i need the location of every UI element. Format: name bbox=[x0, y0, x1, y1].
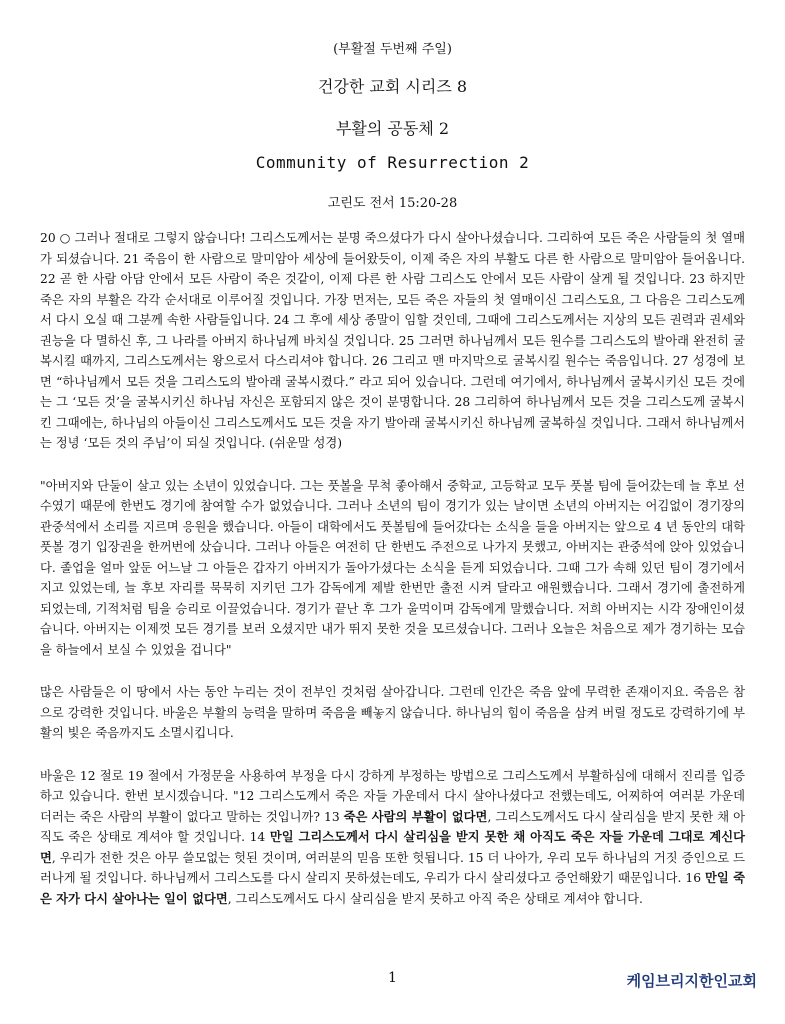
sermon-title: 부활의 공동체 2 bbox=[335, 119, 450, 138]
page-number: 1 bbox=[388, 970, 397, 986]
series-title: 건강한 교회 시리즈 8 bbox=[317, 77, 468, 96]
scripture-reference: 고린도 전서 15:20-28 bbox=[327, 196, 458, 211]
paul-bold-phrase-2: 만일 그리스도께서 다시 살리심을 받지 못한 채 아직도 죽은 자들 가운데 그대로 계신다면 bbox=[40, 829, 745, 865]
paul-text-mid-1: , 그리스도께서도 다시 살리심을 받지 못한 채 아직도 죽은 상태로 계셔야 할 것입니다. 14 bbox=[40, 809, 746, 844]
paul-argument-paragraph bbox=[40, 766, 745, 910]
story-paragraph: "아버지와 단둘이 살고 있는 소년이 있었습니다. 그는 풋볼을 무척 좋아해서 중학교, 고등학교 모두 풋볼 팀에 들어갔는데 늘 후보 선수였기 때문에 한번도 경기에 참여할 수가 없었습니다. 그러나 소년의 팀이 경기가 있는 날이면 소년의 아버지는 어김없이 경기장의 관중석에서 소리를 지르며 응원을 했습니다. 아들이 대학에서도 풋볼팀에 들어갔다는 소식을 들을 아버지는 앞으로 4 년 동안의 대학 풋볼 경기 입장권을 한꺼번에 샀습니다. 그러나 아들은 여전히 단 한번도 주전으로 나가지 못했고, 아버지는 관중석에 앉아 있었습니다. 졸업을 얼마 앞둔 어느날 그 아들은 갑자기 아버지가 돌아가셨다는 소식을 듣게 되었습니다. 그때 그가 속해 있던 팀이 경기에서 지고 있었는데, 늘 후보 자리를 묵묵히 지키던 그가 감독에게 제발 한번만 출전 시켜 달라고 애원했습니다. 그래서 경기에 출전하게 되었는데, 기적처럼 팀을 승리로 이끌었습니다. 경기가 끝난 후 그가 울먹이며 감독에게 말했습니다. 저희 아버지는 시각 장애인이셨습니다. 아버지는 이제껏 모든 경기를 보러 오셨지만 내가 뛰지 못한 것을 모르셨습니다. 그러나 오늘은 처음으로 제가 경기하는 모습을 하늘에서 보실 수 있었을 겁니다" bbox=[40, 478, 745, 657]
paul-text-end: , 그리스도께서도 다시 살리심을 받지 못하고 아직 죽은 상태로 계셔야 합니다. bbox=[227, 891, 643, 906]
document-body bbox=[40, 228, 745, 909]
paul-bold-phrase-3: 만일 죽은 자가 다시 살아나는 일이 없다면 bbox=[40, 870, 745, 906]
scripture-paragraph: 20 ○ 그러나 절대로 그렇지 않습니다! 그리스도께서는 분명 죽으셨다가 다시 살아나셨습니다. 그리하여 모든 죽은 사람들의 첫 열매가 되셨습니다. 21 죽음이 한 사람으로 말미암아 세상에 들어왔듯이, 이제 죽은 자의 부활도 다른 한 사람으로 말미암아 들어옵니다. 22 곧 한 사람 아담 안에서 모든 사람이 죽은 것같이, 이제 다른 한 사람 그리스도 안에서 모든 사람이 살게 될 것입니다. 23 하지만 죽은 자의 부활은 각각 순서대로 이루어질 것입니다. 가장 먼저는, 모든 죽은 자들의 첫 열매이신 그리스도요, 그 다음은 그리스도께서 다시 오실 때 그분께 속한 사람들입니다. 24 그 후에 세상 종말이 임할 것인데, 그때에 그리스도께서는 지상의 모든 권력과 권세와 권능을 다 멸하신 후, 그 나라를 아버지 하나님께 바치실 것입니다. 25 그러면 하나님께서 모든 원수를 그리스도의 발아래 완전히 굴복시킬 때까지, 그리스도께서는 왕으로서 다스리셔야 합니다. 26 그리고 맨 마지막으로 굴복시킬 원수는 죽음입니다. 27 성경에 보면 “하나님께서 모든 것을 그리스도의 발아래 굴복시켰다.” 라고 되어 있습니다. 그런데 여기에서, 하나님께서 굴복시키신 모든 것에는 그 ‘모든 것’을 굴복시키신 하나님 자신은 포함되지 않은 것이 분명합니다. 28 그리하여 하나님께서 모든 것을 그리스도께 굴복시킨 그때에는, 하나님의 아들이신 그리스도께서도 모든 것을 자기 발아래 굴복시키신 하나님께 굴복하실 것입니다. 그래서 하나님께서는 정녕 ‘모든 것의 주님’이 되실 것입니다. (쉬운말 성경) bbox=[40, 231, 745, 450]
occasion-label: (부활절 두번째 주일) bbox=[333, 42, 452, 57]
paul-text-intro: 바울은 12 절로 19 절에서 가정문을 사용하여 부정을 다시 강하게 부정하는 방법으로 그리스도께서 부활하심에 대해서 진리를 입증하고 있습니다. 한번 보시겠습니다. "12 그리스도께서 죽은 자들 가운데서 다시 살아나셨다고 전했는데도, 어찌하여 여러분 가운데 더러는 죽은 사람의 부활이 없다고 말하는 것입니까? 13 bbox=[40, 768, 745, 824]
paul-bold-phrase-1: 죽은 사람의 부활이 없다면 bbox=[343, 808, 488, 824]
paul-text-mid-2: , 우리가 전한 것은 아무 쓸모없는 헛된 것이며, 여러분의 믿음 또한 헛됩니다. 15 더 나아가, 우리 모두 하나님의 거짓 증인으로 드러나게 될 것입니다. 하나님께서 그리스도를 다시 살리지 못하셨는데도, 우리가 다시 살리셨다고 증언해왔기 때문입니다. 16 bbox=[40, 850, 745, 885]
church-name: 케임브리지한인교회 bbox=[626, 972, 757, 990]
sermon-title-english: Community of Resurrection 2 bbox=[255, 153, 530, 172]
reflection-paragraph: 많은 사람들은 이 땅에서 사는 동안 누리는 것이 전부인 것처럼 살아갑니다. 그런데 인간은 죽음 앞에 무력한 존재이지요. 죽음은 참으로 강력한 것입니다. 바울은 부활의 능력을 말하며 죽음을 빼놓지 않습니다. 하나님의 힘이 죽음을 삼켜 버릴 정도로 강력하기에 부활의 빛은 죽음까지도 소멸시킵니다. bbox=[40, 685, 745, 740]
